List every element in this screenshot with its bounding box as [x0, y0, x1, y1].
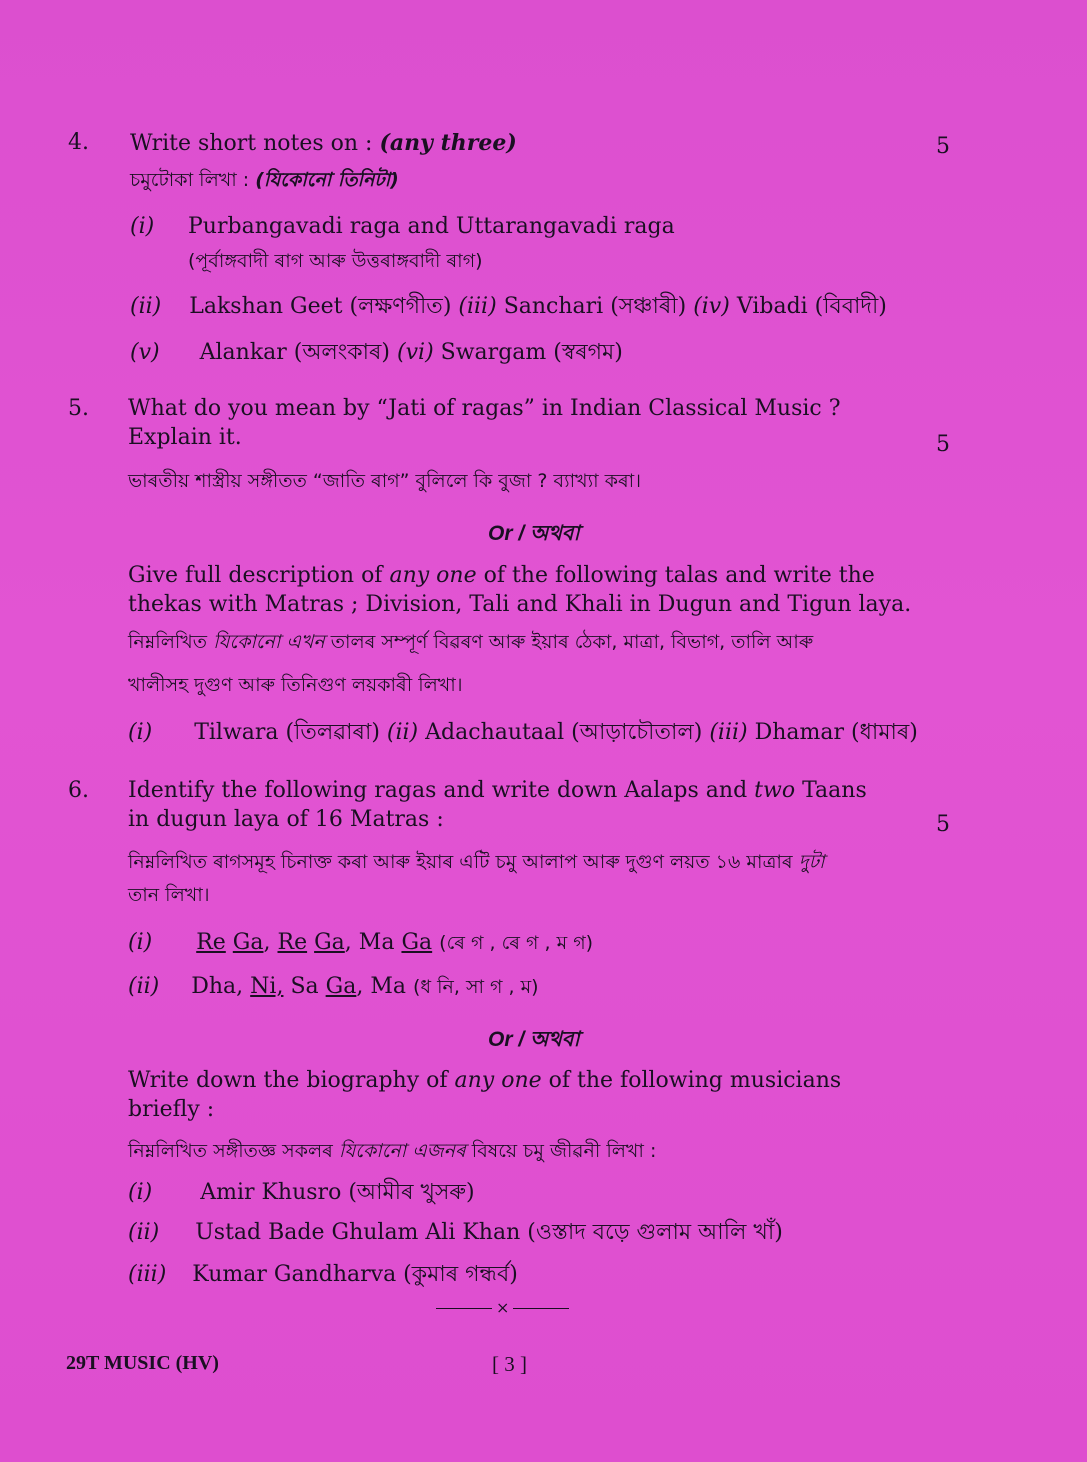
q4-bn-prompt: চমুটোকা লিখা : (যিকোনো তিনিটা): [130, 169, 399, 191]
q4-prompt: Write short notes on : (any three): [130, 130, 517, 156]
q6-musician-2: (ii) Ustad Bade Ghulam Ali Khan (ওস্তাদ বড়ে গুলাম আলি খাঁ): [128, 1220, 783, 1245]
q4-items-row-2: (ii) Lakshan Geet (লক্ষণগীত) (iii) Sanchari (সঞ্চাৰী) (iv) Vibadi (বিবাদী): [130, 294, 887, 319]
q4-item-label: (i): [130, 214, 155, 239]
q5-bn: ভাৰতীয় শাস্ত্ৰীয় সঙ্গীতত “জাতি ৰাগ” বুলিলে কি বুজা ? ব্যাখ্যা কৰা।: [128, 470, 641, 492]
q5-number: 5.: [68, 396, 89, 421]
q4-items-row-3: (v) Alankar (অলংকাৰ) (vi) Swargam (স্বৰগম): [130, 340, 623, 365]
q5-alt-line2: thekas with Matras ; Division, Tali and Khali in Dugun and Tigun laya.: [128, 592, 912, 617]
q6-alt-line2: briefly :: [128, 1097, 215, 1122]
q6-bn2: তান লিখা।: [128, 884, 210, 906]
q5-alt-bn1: নিম্নলিখিত যিকোনো এখন তালৰ সম্পূৰ্ণ বিৱৰণ আৰু ইয়াৰ ঠেকা, মাত্ৰা, বিভাগ, তালি আৰু: [128, 631, 814, 653]
q4-item-bn: (পূৰ্বাঙ্গবাদী ৰাগ আৰু উত্তৰাঙ্গবাদী ৰাগ): [188, 250, 483, 272]
q5-line2: Explain it.: [128, 425, 242, 450]
q5-tala-row: (i) Tilwara (তিলৱাৰা) (ii) Adachautaal (আড়াচৌতাল) (iii) Dhamar (ধামাৰ): [128, 720, 918, 745]
q6-line2: in dugun laya of 16 Matras :: [128, 807, 444, 832]
q4-number: 4.: [68, 130, 89, 155]
q6-or-label: Or / অথবা: [488, 1028, 580, 1051]
q5-alt-bn2: খালীসহ দুগুণ আৰু তিনিগুণ লয়কাৰী লিখা।: [128, 674, 463, 696]
q6-musician-1: (i) Amir Khusro (আমীৰ খুসৰু): [128, 1180, 475, 1205]
q6-bn1: নিম্নলিখিত ৰাগসমূহ চিনাক্ত কৰা আৰু ইয়াৰ এটি চমু আলাপ আৰু দুগুণ লয়ত ১৬ মাত্ৰাৰ দুটা: [128, 851, 825, 873]
q6-alt-line1: Write down the biography of any one of the following musicians: [128, 1068, 842, 1093]
q6-alt-bn: নিম্নলিখিত সঙ্গীতজ্ঞ সকলৰ যিকোনো এজনৰ বিষয়ে চমু জীৱনী লিখা :: [128, 1140, 657, 1162]
q6-musician-3: (iii) Kumar Gandharva (কুমাৰ গন্ধৰ্ব): [128, 1262, 518, 1287]
q4-item-text: Purbangavadi raga and Uttarangavadi raga: [188, 214, 675, 239]
end-of-paper-mark: ×: [436, 1298, 569, 1317]
q6-number: 6.: [68, 778, 89, 803]
q5-marks: 5: [936, 432, 950, 457]
q6-line1: Identify the following ragas and write down Aalaps and two Taans: [128, 778, 867, 803]
q4-marks: 5: [936, 134, 950, 159]
q5-or-label: Or / অথবা: [488, 522, 580, 545]
page-number: [ 3 ]: [492, 1352, 527, 1376]
paper-code: 29T MUSIC (HV): [66, 1352, 219, 1374]
q5-line1: What do you mean by “Jati of ragas” in Indian Classical Music ?: [128, 396, 841, 421]
q6-raga-2: (ii) Dha, Ni, Sa Ga, Ma (ধ নি, সা গ , ম): [128, 974, 539, 999]
q6-raga-1: (i) Re Ga, Re Ga, Ma Ga (ৰে গ , ৰে গ , ম গ): [128, 930, 594, 955]
q5-alt-line1: Give full description of any one of the following talas and write the: [128, 563, 875, 588]
q6-marks: 5: [936, 812, 950, 837]
